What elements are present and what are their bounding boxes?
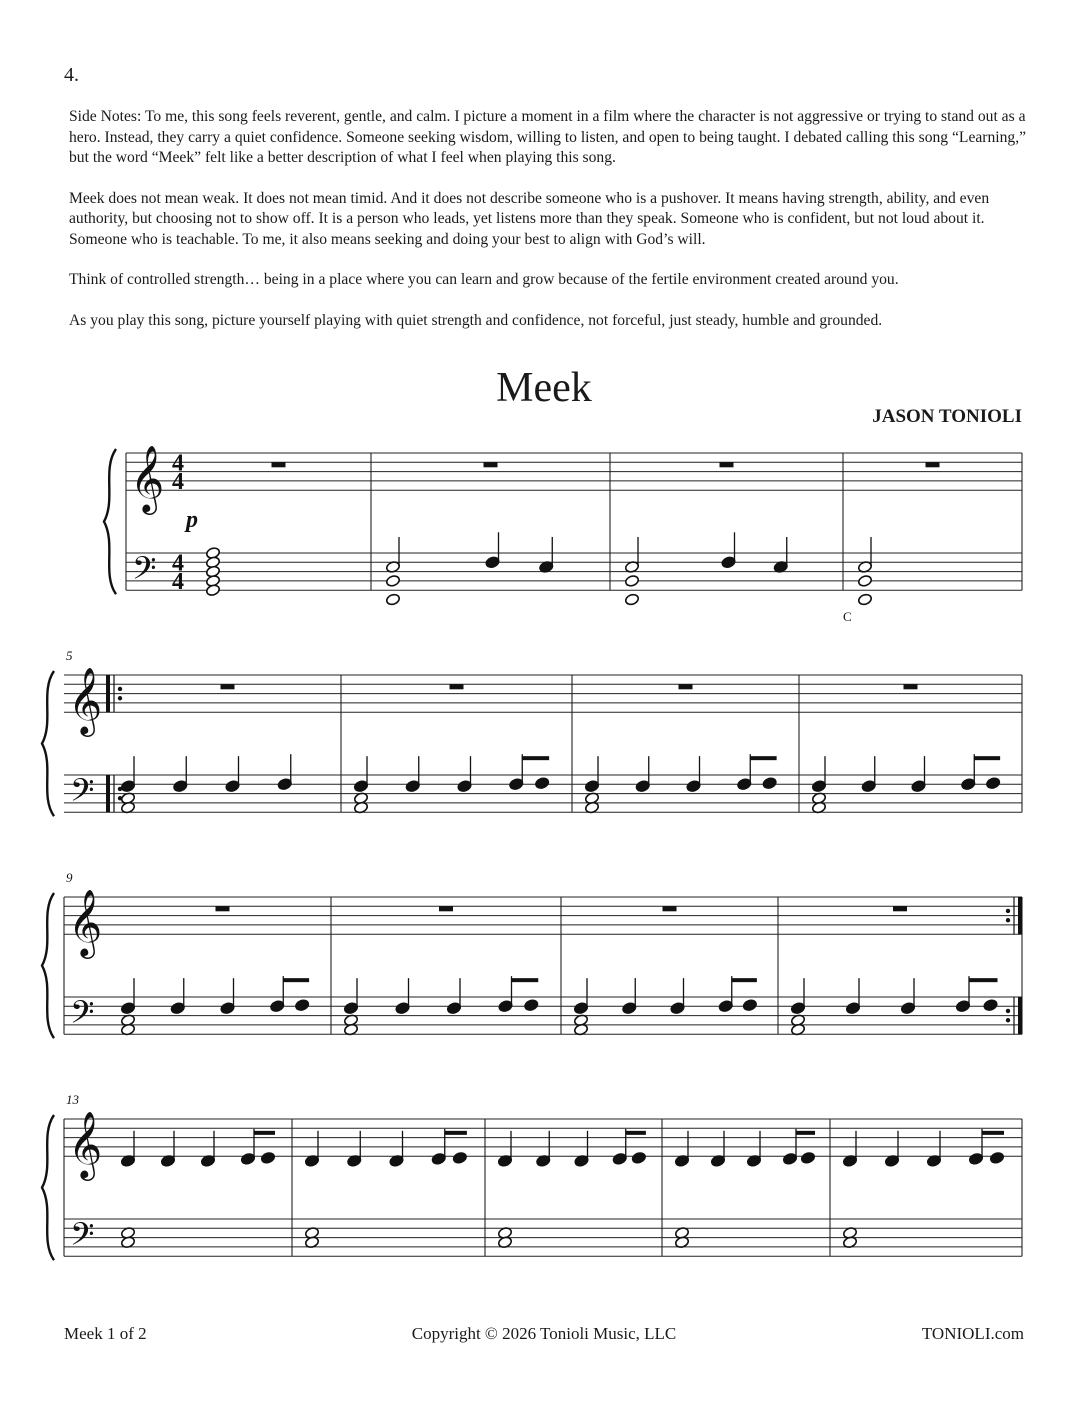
note-head (800, 1151, 815, 1164)
note-head (120, 780, 135, 793)
note-head (857, 593, 872, 606)
note-head (457, 780, 472, 793)
note-head (260, 1151, 275, 1164)
note-head (845, 1002, 860, 1015)
brace (42, 1115, 54, 1260)
whole-rest (679, 684, 693, 689)
note-head (624, 593, 639, 606)
note-head (718, 1000, 733, 1013)
brace (104, 449, 116, 594)
note-head (968, 1152, 983, 1165)
repeat-dot (1006, 918, 1010, 922)
repeat-dot (118, 787, 122, 791)
footer-page-label: Meek 1 of 2 (64, 1324, 147, 1343)
note-head (173, 780, 188, 793)
bass-clef: 𝄢 (70, 773, 95, 816)
note-head (811, 780, 826, 793)
note-head (277, 778, 292, 791)
note-head (622, 1002, 637, 1015)
treble-clef: 𝄞 (130, 446, 165, 512)
note-head (742, 999, 757, 1012)
note-beam (796, 1131, 815, 1135)
side-note-paragraph: As you play this song, picture yourself playing with quiet strength and confidence, not forceful, just steady, humble and grounded. (69, 311, 883, 329)
song-title: Meek (496, 365, 592, 411)
note-head (584, 780, 599, 793)
note-beam (522, 756, 549, 760)
note-beam (626, 1131, 646, 1135)
note-head (509, 778, 524, 791)
note-head (120, 1002, 135, 1015)
note-head (790, 1002, 805, 1015)
note-head (983, 999, 998, 1012)
chord-label: C (843, 609, 852, 624)
note-head (986, 777, 1001, 790)
whole-rest (663, 906, 677, 911)
brace (42, 893, 54, 1038)
page-number: 4. (64, 64, 79, 86)
measure-number: 9 (66, 870, 73, 885)
note-head (782, 1152, 797, 1165)
whole-rest (926, 462, 940, 467)
note-head (900, 1002, 915, 1015)
repeat-thick-bar (1018, 997, 1022, 1034)
note-head (631, 1151, 646, 1164)
repeat-dot (1006, 909, 1010, 913)
whole-rest (904, 684, 918, 689)
footer-copyright: Copyright © 2026 Tonioli Music, LLC (411, 1324, 677, 1343)
measure-number: 5 (66, 648, 73, 663)
note-head (498, 1000, 513, 1013)
brace (42, 671, 54, 816)
note-beam (512, 978, 539, 982)
bass-clef: 𝄢 (70, 1217, 95, 1260)
time-signature: 4 (172, 450, 184, 477)
note-beam (445, 1131, 467, 1135)
note-beam (969, 978, 998, 982)
note-head (353, 780, 368, 793)
repeat-dot (118, 696, 122, 700)
bass-clef: 𝄢 (132, 551, 157, 594)
repeat-thick-bar (1018, 897, 1022, 934)
note-beam (732, 978, 757, 982)
treble-clef: 𝄞 (68, 668, 103, 734)
whole-rest (893, 906, 907, 911)
note-head (573, 1002, 588, 1015)
note-beam (974, 756, 1000, 760)
whole-rest (484, 462, 498, 467)
note-head (861, 780, 876, 793)
dynamic-marking: p (186, 507, 198, 533)
note-head (955, 1000, 970, 1013)
note-head (225, 780, 240, 793)
note-head (220, 1002, 235, 1015)
repeat-dot (1006, 1009, 1010, 1013)
note-head (612, 1152, 627, 1165)
note-head (635, 780, 650, 793)
note-head (524, 999, 539, 1012)
note-head (624, 574, 639, 587)
note-head (385, 593, 400, 606)
note-head (911, 780, 926, 793)
note-head (446, 1002, 461, 1015)
note-head (535, 777, 550, 790)
note-head (395, 1002, 410, 1015)
note-head (737, 778, 752, 791)
repeat-thick-bar (106, 775, 110, 812)
note-head (295, 999, 310, 1012)
note-head (170, 1002, 185, 1015)
note-head (857, 574, 872, 587)
side-note-paragraph: Think of controlled strength… being in a place where you can learn and grow because of the fertile environment created around you. (69, 271, 899, 288)
repeat-dot (118, 687, 122, 691)
note-head (670, 1002, 685, 1015)
whole-rest (450, 684, 464, 689)
note-head (270, 1000, 285, 1013)
whole-rest (272, 462, 286, 467)
note-head (205, 584, 220, 597)
note-beam (982, 1131, 1004, 1135)
note-head (405, 780, 420, 793)
whole-rest (720, 462, 734, 467)
whole-rest (439, 906, 453, 911)
time-signature: 4 (172, 569, 184, 596)
time-signature: 4 (172, 469, 184, 496)
whole-rest (221, 684, 235, 689)
note-head (762, 777, 777, 790)
note-beam (254, 1131, 275, 1135)
note-head (961, 778, 976, 791)
side-note-paragraph: Side Notes: To me, this song feels reverent, gentle, and calm. I picture a moment in a film where the character is not aggressive or trying to stand out as a hero. Instead, they carry a quiet confidence. Someone seeking wisdom, willing to listen, and open to being taught. I debated calling this song “Learning,” but the word “Meek” felt like a better description of what I feel when playing this song. (69, 108, 1027, 166)
composer-name: JASON TONIOLI (872, 406, 1022, 427)
note-head (385, 574, 400, 587)
note-beam (283, 978, 309, 982)
note-head (452, 1151, 467, 1164)
footer-website: TONIOLI.com (921, 1324, 1024, 1343)
note-beam (750, 756, 776, 760)
repeat-dot (118, 796, 122, 800)
note-head (240, 1152, 255, 1165)
time-signature: 4 (172, 550, 184, 577)
note-head (485, 556, 500, 569)
treble-clef: 𝄞 (68, 1112, 103, 1178)
note-head (989, 1151, 1004, 1164)
note-head (431, 1152, 446, 1165)
note-head (343, 1002, 358, 1015)
note-head (686, 780, 701, 793)
bass-clef: 𝄢 (70, 995, 95, 1038)
treble-clef: 𝄞 (68, 890, 103, 956)
repeat-dot (1006, 1018, 1010, 1022)
side-note-paragraph: Meek does not mean weak. It does not mean timid. And it does not describe someone who is a pushover. It means having strength, ability, and even authority, but choosing not to show off. It is a person who leads, yet listens more than they speak. Someone who is confident, but not loud about it. Someone who is teachable. To me, it also means seeking and doing your best to align with God’s will. (69, 189, 990, 248)
repeat-thick-bar (106, 675, 110, 712)
whole-rest (216, 906, 230, 911)
note-head (721, 556, 736, 569)
measure-number: 13 (66, 1092, 79, 1107)
